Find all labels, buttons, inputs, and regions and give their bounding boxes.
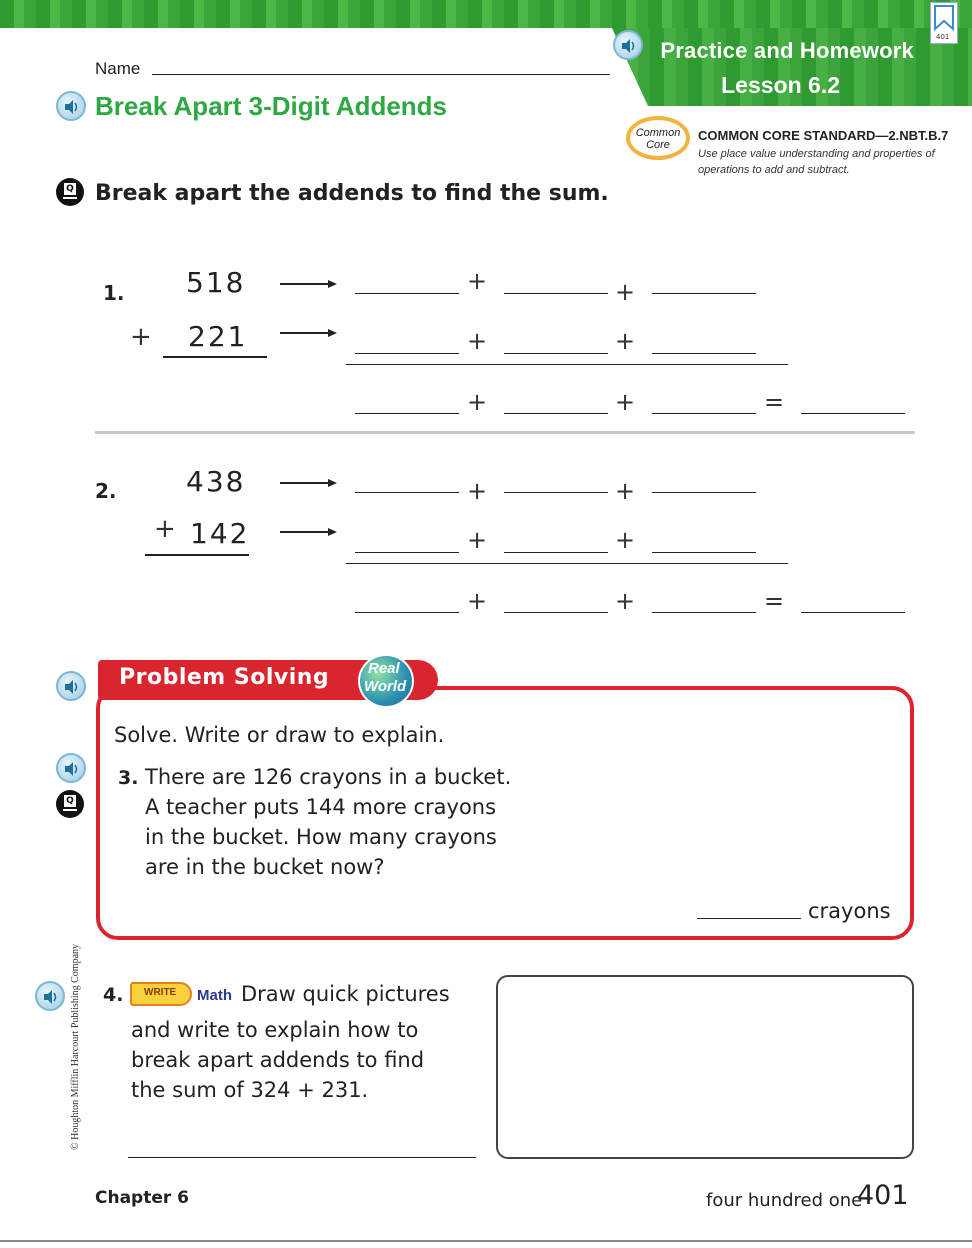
plus-sign: + (467, 477, 488, 505)
write-pencil-icon (130, 982, 192, 1006)
plus-sign: + (615, 278, 636, 306)
chapter-label: Chapter 6 (95, 1188, 190, 1208)
answer-blank[interactable] (355, 552, 459, 553)
plus-sign: + (615, 526, 636, 554)
speaker-icon[interactable] (56, 671, 86, 701)
top-border-strip (0, 0, 972, 28)
answer-blank[interactable] (355, 293, 459, 294)
answer-blank[interactable] (652, 293, 756, 294)
arrow-icon (280, 279, 338, 289)
arrow-icon (280, 527, 338, 537)
arrow-icon (280, 328, 338, 338)
question-4-number: 4. (103, 984, 124, 1006)
answer-blank[interactable] (355, 413, 459, 414)
explanation-answer-line[interactable] (128, 1157, 476, 1158)
answer-unit-label: crayons (808, 899, 891, 923)
question-3-line: A teacher puts 144 more crayons (145, 795, 497, 819)
problem-1-number: 1. (103, 281, 125, 305)
write-math-label: Math (197, 987, 232, 1004)
plus-sign: + (467, 388, 488, 416)
write-badge-label: WRITE (144, 987, 177, 998)
speaker-icon[interactable] (56, 753, 86, 783)
problem-1-addend-top: 518 (186, 266, 246, 299)
page-number: 401 (857, 1180, 909, 1211)
answer-blank[interactable] (652, 552, 756, 553)
name-label: Name (95, 59, 141, 78)
problem-solving-intro: Solve. Write or draw to explain. (114, 723, 445, 747)
plus-sign: + (467, 327, 488, 355)
question-3-line: are in the bucket now? (145, 855, 385, 879)
plus-sign: + (467, 267, 488, 295)
sum-answer-blank[interactable] (801, 413, 905, 414)
real-world-badge-text-2: World (364, 678, 407, 695)
question-icon[interactable]: Q (56, 178, 84, 206)
page-number-words: four hundred one (706, 1190, 863, 1211)
question-icon[interactable]: Q (56, 790, 84, 818)
real-world-badge-text-1: Real (368, 660, 400, 677)
common-core-description: Use place value understanding and properties of operations to add and subtract. (698, 148, 935, 176)
problem-solving-label: Problem Solving (119, 665, 330, 690)
answer-blank[interactable] (504, 612, 608, 613)
page-title: Break Apart 3-Digit Addends (95, 91, 448, 121)
name-field[interactable] (152, 74, 610, 75)
question-4-line: Draw quick pictures (241, 982, 450, 1006)
problem-2-plus-sign: + (154, 514, 176, 544)
copyright-text: © Houghton Mifflin Harcourt Publishing Company (70, 943, 81, 1150)
plus-sign: + (615, 327, 636, 355)
answer-blank[interactable] (504, 353, 608, 354)
equals-sign: = (764, 388, 785, 416)
plus-sign: + (467, 526, 488, 554)
plus-sign: + (615, 477, 636, 505)
problem-2-addend-bottom: 142 (190, 517, 250, 550)
answer-blank[interactable] (652, 492, 756, 493)
question-3-line: There are 126 crayons in a bucket. (145, 765, 512, 789)
answer-blank[interactable] (355, 353, 459, 354)
plus-sign: + (615, 388, 636, 416)
problem-1-partial-sum-line (346, 364, 788, 365)
plus-sign: + (615, 587, 636, 615)
answer-blank[interactable] (504, 413, 608, 414)
problem-2-number: 2. (95, 479, 117, 503)
answer-blank[interactable] (504, 552, 608, 553)
question-4-line: the sum of 324 + 231. (131, 1078, 369, 1102)
common-core-logo (626, 116, 690, 160)
problem-2-addend-top: 438 (186, 465, 246, 498)
problem-1-plus-sign: + (130, 322, 152, 352)
crayons-answer-blank[interactable] (697, 918, 801, 919)
problem-2-partial-sum-line (346, 563, 788, 564)
equals-sign: = (764, 587, 785, 615)
problem-1-addend-bottom: 221 (188, 320, 248, 353)
question-3-line: in the bucket. How many crayons (145, 825, 497, 849)
problem-1-sum-line (163, 356, 267, 358)
speaker-icon[interactable] (56, 91, 86, 121)
bookmark-page-number: 401 (936, 33, 950, 41)
answer-blank[interactable] (355, 492, 459, 493)
speaker-icon[interactable] (613, 30, 643, 60)
question-3-number: 3. (118, 767, 139, 789)
answer-blank[interactable] (652, 612, 756, 613)
section-divider (95, 431, 915, 434)
lesson-number: Lesson 6.2 (721, 72, 840, 98)
common-core-standard: COMMON CORE STANDARD—2.NBT.B.7 (698, 128, 949, 143)
plus-sign: + (467, 587, 488, 615)
banner-title: Practice and Homework (660, 38, 914, 63)
speaker-icon[interactable] (35, 981, 65, 1011)
problem-2-sum-line (145, 554, 249, 556)
sum-answer-blank[interactable] (801, 612, 905, 613)
instruction-text: Break apart the addends to find the sum. (95, 181, 609, 206)
common-core-logo-text-2: Core (646, 139, 670, 151)
bottom-border (0, 1240, 972, 1242)
answer-blank[interactable] (652, 413, 756, 414)
answer-blank[interactable] (652, 353, 756, 354)
arrow-icon (280, 478, 338, 488)
answer-blank[interactable] (355, 612, 459, 613)
drawing-answer-box[interactable] (496, 975, 914, 1159)
question-4-line: break apart addends to find (131, 1048, 425, 1072)
real-world-globe-icon (358, 654, 414, 708)
answer-blank[interactable] (504, 492, 608, 493)
common-core-logo-text-1: Common (635, 127, 681, 139)
answer-blank[interactable] (504, 293, 608, 294)
question-4-line: and write to explain how to (131, 1018, 419, 1042)
